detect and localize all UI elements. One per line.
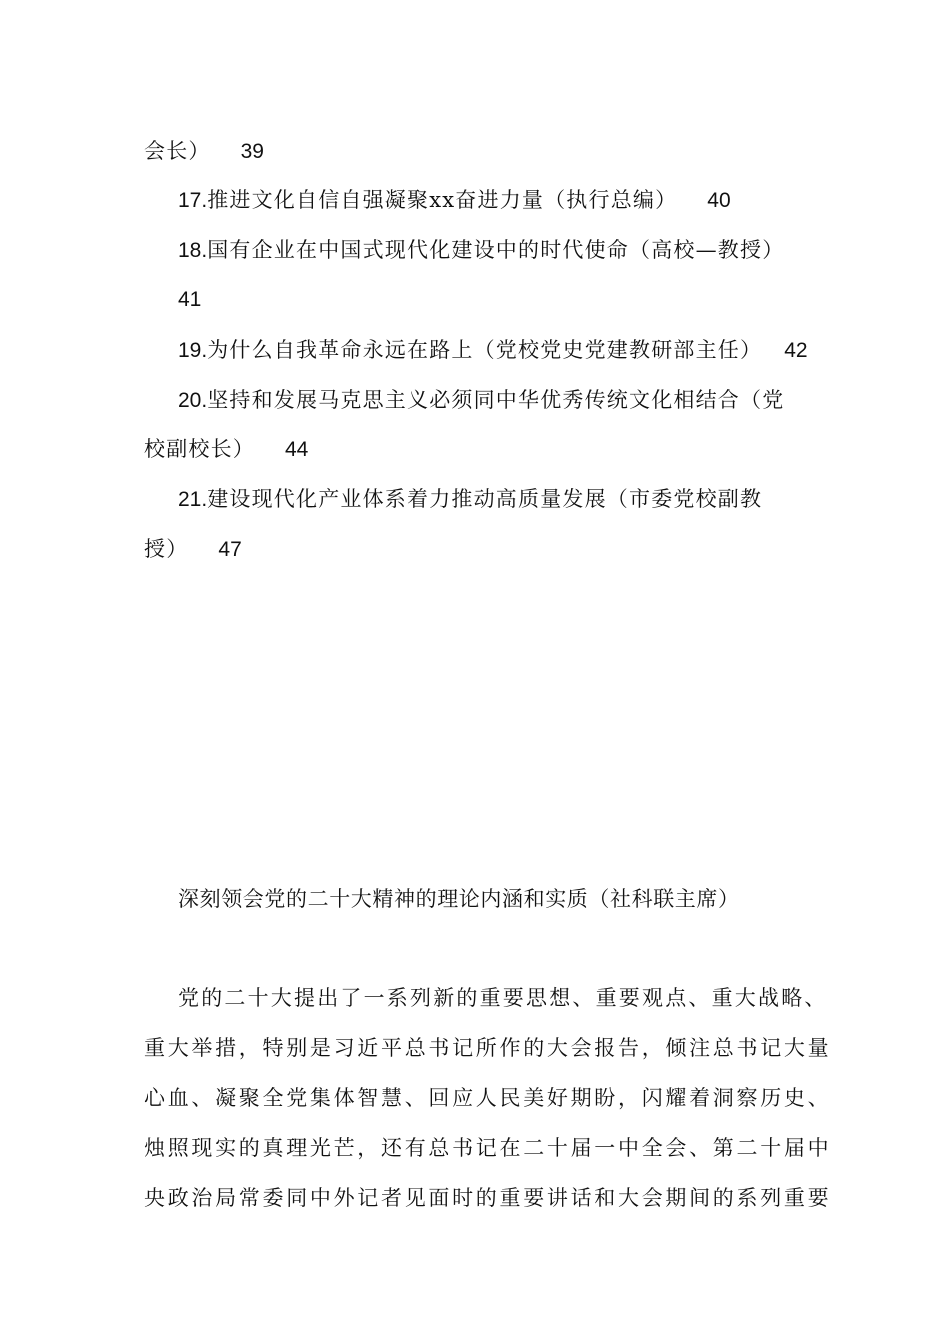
toc-item-text: 授） (144, 537, 189, 561)
toc-page-number[interactable]: 41 (178, 288, 202, 311)
toc-item-20[interactable] (178, 386, 784, 415)
article-paragraph-line: 央政治局常委同中外记者见面时的重要讲话和大会期间的系列重要 (144, 1186, 832, 1210)
toc-page-number: 39 (240, 140, 264, 163)
toc-item-number: 17. (178, 189, 208, 212)
toc-item-number: 20. (178, 389, 208, 412)
toc-item-20-cont[interactable] (144, 435, 308, 464)
toc-page-number: 44 (285, 438, 309, 461)
toc-item-21[interactable] (178, 485, 762, 514)
article-paragraph-line: 心血、凝聚全党集体智慧、回应人民美好期盼，闪耀着洞察历史、 (144, 1086, 832, 1110)
toc-item-18[interactable] (178, 236, 784, 265)
toc-page-number: 47 (218, 538, 242, 561)
toc-item-number: 21. (178, 488, 208, 511)
toc-item-text: 会长） (144, 139, 211, 163)
toc-item-text: 校副校长） (144, 437, 255, 461)
toc-item-19[interactable] (178, 336, 808, 365)
toc-page-number: 42 (784, 339, 808, 362)
toc-item-text: 推进文化自信自强凝聚xx奋进力量（执行总编） (207, 188, 678, 212)
toc-item-17[interactable] (178, 186, 731, 215)
toc-item-text: 国有企业在中国式现代化建设中的时代使命（高校—教授） (207, 238, 785, 262)
toc-item-text: 为什么自我革命永远在路上（党校党史党建教研部主任） (207, 338, 763, 362)
toc-item-21-cont[interactable] (144, 535, 242, 564)
toc-item-16-tail[interactable] (144, 137, 264, 166)
article-paragraph-line: 党的二十大提出了一系列新的重要思想、重要观点、重大战略、 (178, 986, 828, 1010)
toc-item-number: 18. (178, 239, 208, 262)
article-title: 深刻领会党的二十大精神的理论内涵和实质（社科联主席） (178, 887, 740, 911)
toc-item-text: 建设现代化产业体系着力推动高质量发展（市委党校副教 (207, 487, 763, 511)
toc-item-text: 坚持和发展马克思主义必须同中华优秀传统文化相结合（党 (207, 388, 785, 412)
toc-page-number: 40 (707, 189, 731, 212)
article-paragraph-line: 重大举措，特别是习近平总书记所作的大会报告，倾注总书记大量 (144, 1036, 832, 1060)
toc-item-number: 19. (178, 339, 208, 362)
article-paragraph-line: 烛照现实的真理光芒，还有总书记在二十届一中全会、第二十届中 (144, 1136, 832, 1160)
